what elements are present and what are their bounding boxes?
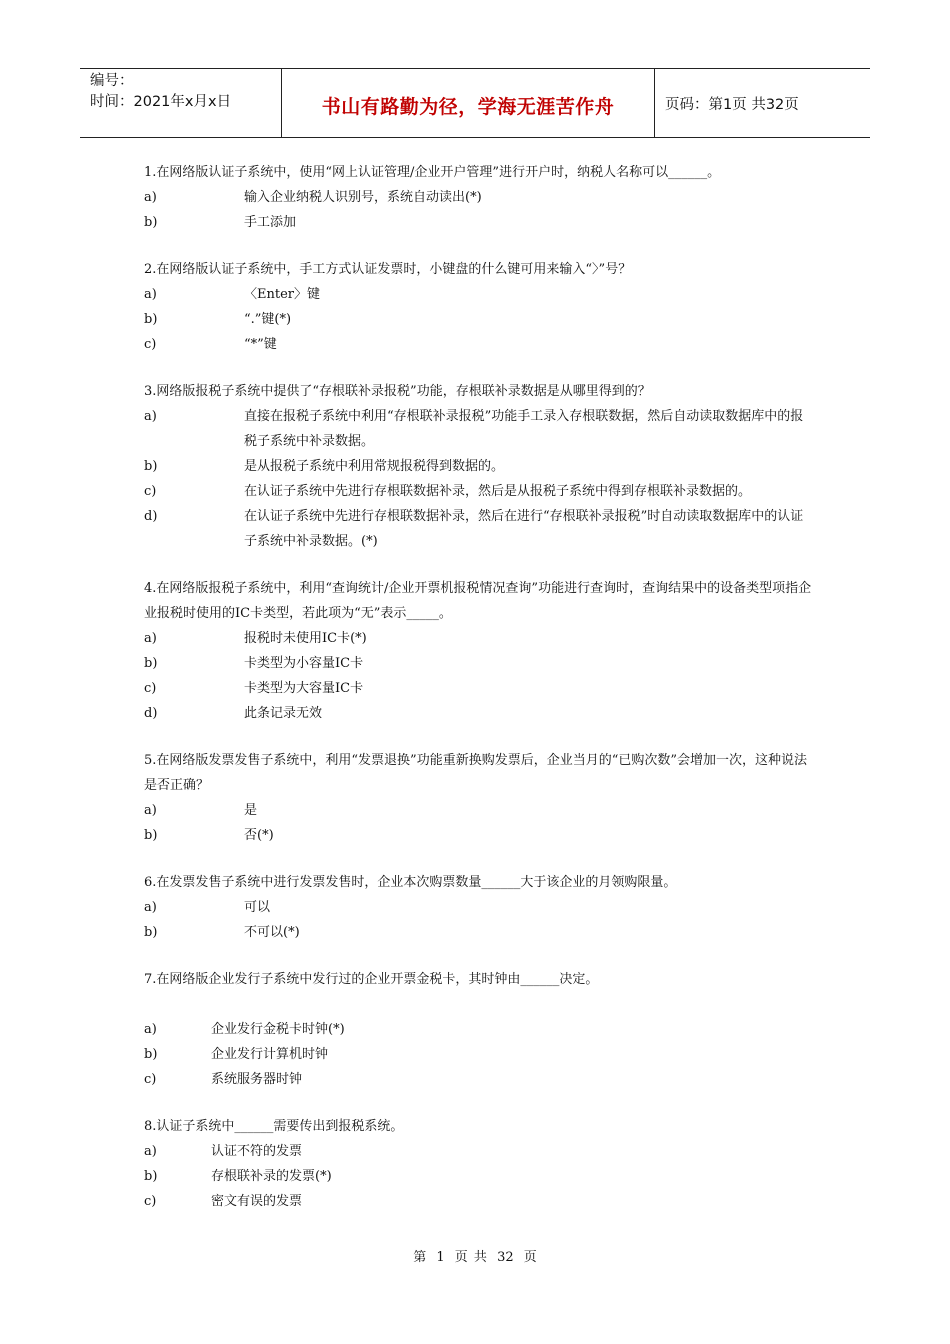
- option: [144, 307, 816, 332]
- option: [144, 1067, 816, 1092]
- option: [144, 651, 816, 676]
- option-text: 在认证子系统中先进行存根联数据补录，然后在进行“存根联补录报税”时自动读取数据库中的认证子系统中补录数据。(*): [244, 509, 804, 549]
- option-text: 是从报税子系统中利用常规报税得到数据的。: [244, 459, 505, 474]
- option-text: 直接在报税子系统中利用“存根联补录报税”功能手工录入存根联数据，然后自动读取数据库中的报税子系统中补录数据。: [244, 409, 804, 449]
- option-letter: a): [144, 190, 157, 205]
- option-letter: b): [144, 312, 158, 327]
- option-letter: c): [144, 681, 157, 696]
- option-letter: a): [144, 1022, 157, 1037]
- option-text: 存根联补录的发票(*): [211, 1169, 332, 1184]
- option: [144, 823, 816, 848]
- option-text: 企业发行计算机时钟: [211, 1047, 329, 1062]
- option-text: 是: [244, 803, 258, 818]
- option: [144, 332, 816, 357]
- option-letter: d): [144, 509, 158, 524]
- page-header: [80, 68, 870, 138]
- question-3: [144, 379, 816, 554]
- question-4: [144, 576, 816, 726]
- question-text: 5.在网络版发票发售子系统中，利用“发票退换”功能重新换购发票后，企业当月的“已购次数”会增加一次，这种说法是否正确？: [144, 753, 807, 793]
- option-text: 手工添加: [244, 215, 297, 230]
- option-text: “.”键(*): [244, 312, 292, 327]
- option-letter: b): [144, 656, 158, 671]
- option-letter: c): [144, 1194, 157, 1209]
- option: [144, 185, 816, 210]
- option: [144, 1042, 816, 1067]
- option: [144, 676, 816, 701]
- option-text: 认证不符的发票: [211, 1144, 303, 1159]
- option-text: 此条记录无效: [244, 706, 323, 721]
- option-letter: c): [144, 1072, 157, 1087]
- option: [144, 920, 816, 945]
- footer-page-number: 1: [436, 1250, 445, 1265]
- option-text: 否(*): [244, 828, 274, 843]
- option: [144, 798, 816, 823]
- question-2: [144, 257, 816, 357]
- question-text: 6.在发票发售子系统中进行发票发售时，企业本次购票数量______大于该企业的月领购限量。: [144, 875, 677, 890]
- option: [144, 1017, 816, 1042]
- option: [144, 404, 816, 454]
- time-label: 时间：2021年x月x日: [90, 94, 232, 110]
- question-text: 3.网络版报税子系统中提供了“存根联补录报税”功能，存根联补录数据是从哪里得到的？: [144, 384, 651, 399]
- option-text: 企业发行金税卡时钟(*): [211, 1022, 345, 1037]
- option: [144, 895, 816, 920]
- question-5: [144, 748, 816, 848]
- question-text: 7.在网络版企业发行子系统中发行过的企业开票金税卡，其时钟由______决定。: [144, 972, 599, 987]
- option-text: 在认证子系统中先进行存根联数据补录，然后是从报税子系统中得到存根联补录数据的。: [244, 484, 752, 499]
- option-text: 系统服务器时钟: [211, 1072, 303, 1087]
- question-text: 1.在网络版认证子系统中，使用“网上认证管理/企业开户管理”进行开户时，纳税人名称可以______。: [144, 165, 721, 180]
- option: [144, 504, 816, 554]
- question-list: [144, 160, 816, 1236]
- option-text: 密文有误的发票: [211, 1194, 303, 1209]
- option-text: 报税时未使用IC卡(*): [244, 631, 367, 646]
- option-text: 卡类型为小容量IC卡: [244, 656, 364, 671]
- option-letter: a): [144, 900, 157, 915]
- option-text: 可以: [244, 900, 271, 915]
- option-letter: a): [144, 803, 157, 818]
- option-text: 〈Enter〉键: [244, 287, 320, 302]
- option-text: 卡类型为大容量IC卡: [244, 681, 364, 696]
- option-letter: a): [144, 287, 157, 302]
- option-letter: c): [144, 337, 157, 352]
- option-letter: a): [144, 409, 157, 424]
- option: [144, 701, 816, 726]
- option: [144, 210, 816, 235]
- option-letter: b): [144, 215, 158, 230]
- question-text: 4.在网络版报税子系统中，利用“查询统计/企业开票机报税情况查询”功能进行查询时，查询结果中的设备类型项指企业报税时使用的IC卡类型，若此项为“无”表示_____。: [144, 581, 812, 621]
- header-page-info: 页码：第1页 共32页: [665, 96, 799, 113]
- option: [144, 1164, 816, 1189]
- option: [144, 282, 816, 307]
- option: [144, 479, 816, 504]
- option-text: “*”键: [244, 337, 277, 352]
- number-label: 编号：: [90, 73, 134, 89]
- footer-page-prefix: 第: [413, 1250, 427, 1265]
- option-letter: a): [144, 1144, 157, 1159]
- option-letter: c): [144, 484, 157, 499]
- option-text: 输入企业纳税人识别号，系统自动读出(*): [244, 190, 482, 205]
- option-letter: b): [144, 459, 158, 474]
- option: [144, 1139, 816, 1164]
- question-text: 2.在网络版认证子系统中，手工方式认证发票时，小键盘的什么键可用来输入“〉”号？: [144, 262, 632, 277]
- question-8: [144, 1114, 816, 1214]
- option-text: 不可以(*): [244, 925, 300, 940]
- option-letter: b): [144, 925, 158, 940]
- question-text: 8.认证子系统中______需要传出到报税系统。: [144, 1119, 404, 1134]
- option: [144, 626, 816, 651]
- page-footer: [0, 1246, 950, 1265]
- option-letter: b): [144, 1047, 158, 1062]
- option-letter: a): [144, 631, 157, 646]
- option-letter: b): [144, 1169, 158, 1184]
- question-1: [144, 160, 816, 235]
- option-letter: b): [144, 828, 158, 843]
- footer-page-mid: 页 共: [454, 1250, 487, 1265]
- header-left-cell: [80, 69, 282, 137]
- question-6: [144, 870, 816, 945]
- question-7: [144, 967, 816, 1092]
- footer-page-suffix: 页: [523, 1250, 537, 1265]
- option: [144, 454, 816, 479]
- option: [144, 1189, 816, 1214]
- header-motto: 书山有路勤为径，学海无涯苦作舟: [282, 69, 655, 137]
- footer-total-pages: 32: [497, 1250, 514, 1265]
- option-letter: d): [144, 706, 158, 721]
